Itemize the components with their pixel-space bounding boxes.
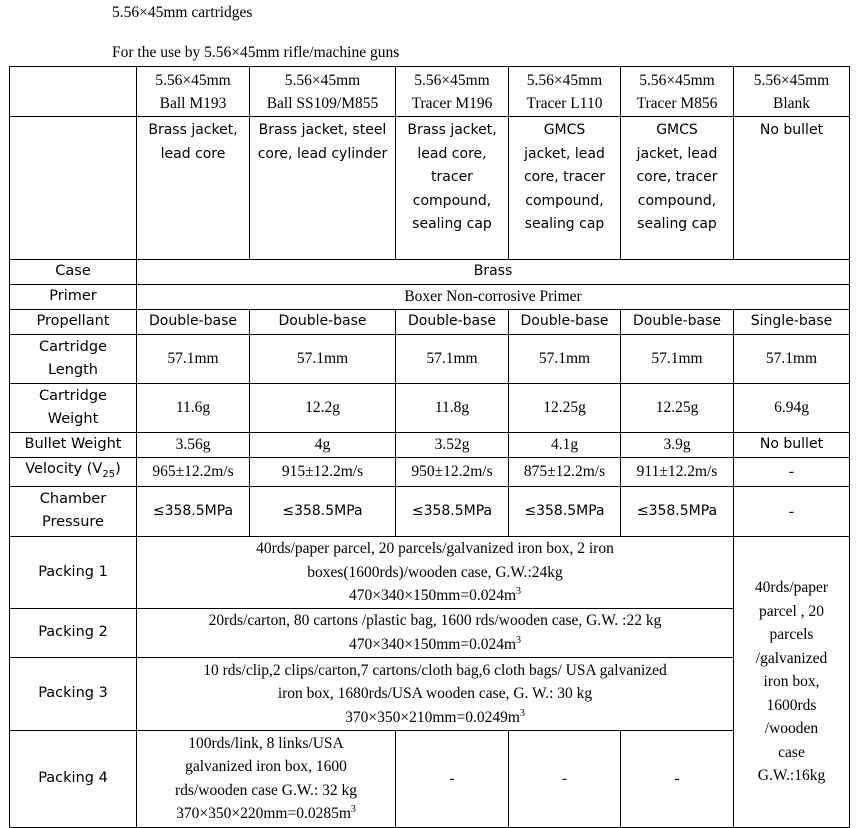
header-type-cell: 5.56×45mm Blank <box>734 67 850 117</box>
propellant-cell: Double-base <box>509 310 621 335</box>
cartridge-length-cell: 57.1mm <box>137 335 250 384</box>
packing-1-row <box>10 536 850 608</box>
bullet-weight-cell: No bullet <box>734 433 850 458</box>
cartridge-weight-cell: 12.2g <box>250 384 396 433</box>
velocity-cell: 911±12.2m/s <box>621 457 734 486</box>
document-title: 5.56×45mm cartridges <box>112 4 253 21</box>
row-label: Velocity $(V_{25})$ <box>10 457 137 486</box>
cartridge-spec-table <box>9 66 850 828</box>
row-label: Bullet Weight <box>10 433 137 458</box>
bullet-weight-row <box>10 433 850 458</box>
packing-4-empty-cell: - <box>621 730 734 827</box>
chamber-pressure-row <box>10 486 850 536</box>
cartridge-length-cell: 57.1mm <box>509 335 621 384</box>
primer-row <box>10 285 850 310</box>
velocity-cell: - <box>734 457 850 486</box>
header-type-cell: 5.56×45mm Ball M193 <box>137 67 250 117</box>
chamber-pressure-cell: ≤358.5MPa <box>509 486 621 536</box>
row-label: Chamber Pressure <box>10 486 137 536</box>
document-subtitle: For the use by 5.56×45mm rifle/machine guns <box>112 44 400 61</box>
construction-cell: No bullet <box>734 117 850 260</box>
case-value: Brass <box>137 260 850 285</box>
propellant-row <box>10 310 850 335</box>
case-row <box>10 260 850 285</box>
packing-4-row <box>10 730 850 827</box>
chamber-pressure-cell: ≤358.5MPa <box>250 486 396 536</box>
construction-cell: GMCS jacket, lead core, tracer compound, sealing cap <box>509 117 621 260</box>
velocity-row <box>10 457 850 486</box>
packing-4-cell: 100rds/link, 8 links/USA galvanized iron box, 1600 rds/wooden case G.W.: 32 kg $370\times 350\times 220mm=0.0285m^3$ <box>137 730 396 827</box>
cartridge-length-cell: 57.1mm <box>734 335 850 384</box>
row-label: Packing 1 <box>10 536 137 608</box>
cartridge-length-cell: 57.1mm <box>621 335 734 384</box>
cartridge-length-cell: 57.1mm <box>396 335 509 384</box>
packing-1-cell: 40rds/paper parcel, 20 parcels/galvanized iron box, 2 iron boxes(1600rds)/wooden case, G.W.:24kg $470\times 340\times 150mm=0.024m^3$ <box>137 536 734 608</box>
header-type-cell: 5.56×45mm Tracer L110 <box>509 67 621 117</box>
packing-3-row <box>10 657 850 730</box>
bullet-weight-cell: 3.56g <box>137 433 250 458</box>
chamber-pressure-cell: ≤358.5MPa <box>137 486 250 536</box>
cartridge-weight-cell: 12.25g <box>621 384 734 433</box>
row-label: Cartridge Length <box>10 335 137 384</box>
bullet-weight-cell: 3.52g <box>396 433 509 458</box>
packing-2-cell: 20rds/carton, 80 cartons /plastic bag, 1600 rds/wooden case, G.W. :22 kg $470\times 340\times 150mm=0.024m^3$ <box>137 608 734 657</box>
row-label: Packing 2 <box>10 608 137 657</box>
propellant-cell: Double-base <box>250 310 396 335</box>
cartridge-weight-cell: 11.6g <box>137 384 250 433</box>
velocity-cell: 915±12.2m/s <box>250 457 396 486</box>
bullet-weight-cell: 3.9g <box>621 433 734 458</box>
construction-cell: Brass jacket, steel core, lead cylinder <box>250 117 396 260</box>
propellant-cell: Double-base <box>621 310 734 335</box>
bullet-weight-cell: 4g <box>250 433 396 458</box>
blank-packing-cell: 40rds/paper parcel , 20 parcels /galvanized iron box, 1600rds /wooden case G.W.:16kg <box>734 536 850 827</box>
propellant-cell: Double-base <box>396 310 509 335</box>
row-label: Propellant <box>10 310 137 335</box>
row-label: Packing 4 <box>10 730 137 827</box>
velocity-cell: 965±12.2m/s <box>137 457 250 486</box>
construction-cell: Brass jacket, lead core <box>137 117 250 260</box>
cartridge-weight-row <box>10 384 850 433</box>
velocity-cell: 950±12.2m/s <box>396 457 509 486</box>
bullet-weight-cell: 4.1g <box>509 433 621 458</box>
construction-cell: Brass jacket, lead core, tracer compound, sealing cap <box>396 117 509 260</box>
propellant-cell: Double-base <box>137 310 250 335</box>
cartridge-weight-cell: 6.94g <box>734 384 850 433</box>
row-label: Case <box>10 260 137 285</box>
propellant-cell: Single-base <box>734 310 850 335</box>
chamber-pressure-cell: ≤358.5MPa <box>396 486 509 536</box>
construction-row <box>10 117 850 260</box>
cartridge-weight-cell: 12.25g <box>509 384 621 433</box>
construction-cell: GMCS jacket, lead core, tracer compound, sealing cap <box>621 117 734 260</box>
header-type-cell: 5.56×45mm Tracer M196 <box>396 67 509 117</box>
cartridge-length-row <box>10 335 850 384</box>
row-label: Packing 3 <box>10 657 137 730</box>
packing-3-cell: 10 rds/clip,2 clips/carton,7 cartons/cloth bag,6 cloth bags/ USA galvanized iron box, 1680rds/USA wooden case, G. W.: 30 kg $370\times 350\times 210mm=0.0249m^3$ <box>137 657 734 730</box>
header-row <box>10 67 850 117</box>
header-type-cell: 5.56×45mm Tracer M856 <box>621 67 734 117</box>
row-label: Cartridge Weight <box>10 384 137 433</box>
header-type-cell: 5.56×45mm Ball SS109/M855 <box>250 67 396 117</box>
chamber-pressure-cell: ≤358.5MPa <box>621 486 734 536</box>
cartridge-weight-cell: 11.8g <box>396 384 509 433</box>
packing-4-empty-cell: - <box>396 730 509 827</box>
cartridge-length-cell: 57.1mm <box>250 335 396 384</box>
header-empty-cell <box>10 67 137 117</box>
construction-label-cell <box>10 117 137 260</box>
primer-value: Boxer Non-corrosive Primer <box>137 285 850 310</box>
packing-2-row <box>10 608 850 657</box>
packing-4-empty-cell: - <box>509 730 621 827</box>
velocity-cell: 875±12.2m/s <box>509 457 621 486</box>
chamber-pressure-cell: - <box>734 486 850 536</box>
row-label: Primer <box>10 285 137 310</box>
